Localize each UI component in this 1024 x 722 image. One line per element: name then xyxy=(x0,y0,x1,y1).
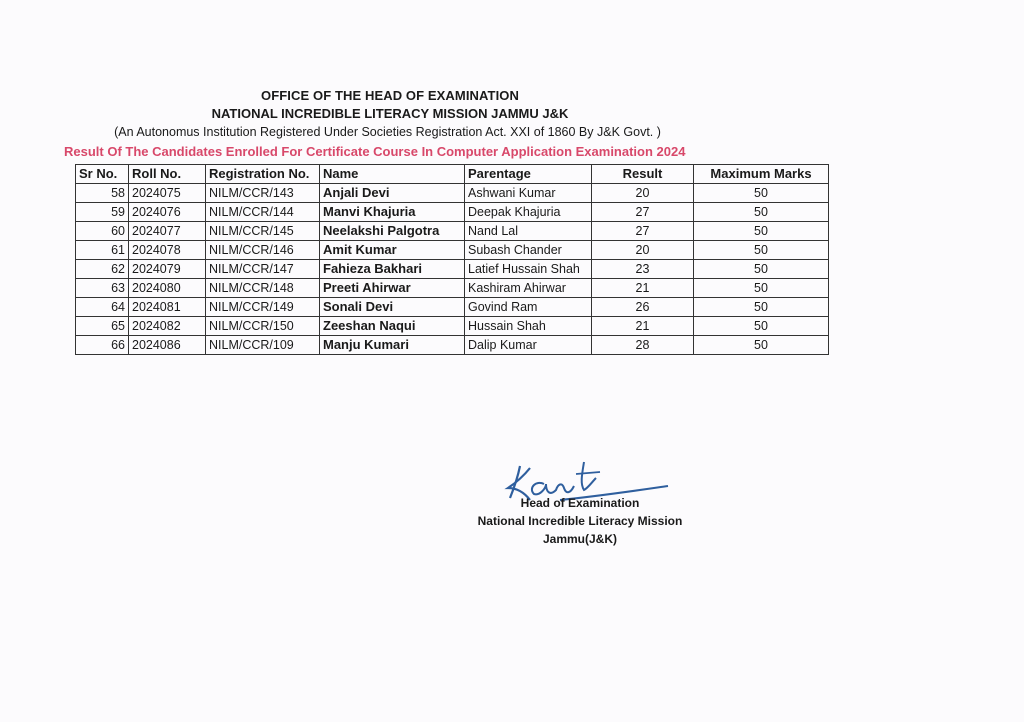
col-maximum-marks: Maximum Marks xyxy=(694,165,829,184)
cell-parentage: Ashwani Kumar xyxy=(465,184,592,203)
cell-name: Sonali Devi xyxy=(320,298,465,317)
cell-roll-no: 2024075 xyxy=(129,184,206,203)
table-row xyxy=(76,317,829,336)
col-name: Name xyxy=(320,165,465,184)
cell-maximum-marks: 50 xyxy=(694,203,829,222)
cell-roll-no: 2024079 xyxy=(129,260,206,279)
cell-parentage: Nand Lal xyxy=(465,222,592,241)
cell-parentage: Deepak Khajuria xyxy=(465,203,592,222)
cell-sr-no: 62 xyxy=(76,260,129,279)
cell-parentage: Latief Hussain Shah xyxy=(465,260,592,279)
cell-result: 21 xyxy=(592,317,694,336)
cell-registration-no: NILM/CCR/143 xyxy=(206,184,320,203)
cell-sr-no: 65 xyxy=(76,317,129,336)
cell-registration-no: NILM/CCR/109 xyxy=(206,336,320,355)
table-row xyxy=(76,298,829,317)
cell-roll-no: 2024086 xyxy=(129,336,206,355)
registration-note: (An Autonomus Institution Registered Under Societies Registration Act. XXI of 1860 By J&K Govt. ) xyxy=(114,125,661,139)
cell-registration-no: NILM/CCR/149 xyxy=(206,298,320,317)
results-table xyxy=(75,164,829,355)
cell-registration-no: NILM/CCR/146 xyxy=(206,241,320,260)
cell-roll-no: 2024081 xyxy=(129,298,206,317)
col-registration-no: Registration No. xyxy=(206,165,320,184)
cell-result: 23 xyxy=(592,260,694,279)
signatory-title: Head of Examination xyxy=(520,496,640,510)
cell-roll-no: 2024076 xyxy=(129,203,206,222)
signatory-location: Jammu(J&K) xyxy=(542,532,617,546)
cell-sr-no: 59 xyxy=(76,203,129,222)
cell-result: 27 xyxy=(592,203,694,222)
cell-parentage: Subash Chander xyxy=(465,241,592,260)
cell-maximum-marks: 50 xyxy=(694,184,829,203)
cell-roll-no: 2024078 xyxy=(129,241,206,260)
cell-name: Manju Kumari xyxy=(320,336,465,355)
cell-sr-no: 58 xyxy=(76,184,129,203)
cell-maximum-marks: 50 xyxy=(694,279,829,298)
table-row xyxy=(76,260,829,279)
table-header-row xyxy=(76,165,829,184)
cell-name: Amit Kumar xyxy=(320,241,465,260)
cell-result: 26 xyxy=(592,298,694,317)
cell-name: Preeti Ahirwar xyxy=(320,279,465,298)
col-result: Result xyxy=(592,165,694,184)
cell-parentage: Govind Ram xyxy=(465,298,592,317)
table-row xyxy=(76,184,829,203)
cell-maximum-marks: 50 xyxy=(694,241,829,260)
cell-parentage: Dalip Kumar xyxy=(465,336,592,355)
cell-sr-no: 60 xyxy=(76,222,129,241)
col-roll-no: Roll No. xyxy=(129,165,206,184)
cell-result: 20 xyxy=(592,241,694,260)
cell-result: 21 xyxy=(592,279,694,298)
cell-result: 27 xyxy=(592,222,694,241)
cell-roll-no: 2024077 xyxy=(129,222,206,241)
cell-maximum-marks: 50 xyxy=(694,222,829,241)
table-row xyxy=(76,222,829,241)
cell-roll-no: 2024080 xyxy=(129,279,206,298)
cell-name: Fahieza Bakhari xyxy=(320,260,465,279)
cell-sr-no: 64 xyxy=(76,298,129,317)
table-row xyxy=(76,336,829,355)
col-parentage: Parentage xyxy=(465,165,592,184)
cell-sr-no: 66 xyxy=(76,336,129,355)
cell-name: Anjali Devi xyxy=(320,184,465,203)
cell-sr-no: 61 xyxy=(76,241,129,260)
table-row xyxy=(76,279,829,298)
cell-name: Zeeshan Naqui xyxy=(320,317,465,336)
table-row xyxy=(76,203,829,222)
result-title: Result Of The Candidates Enrolled For Certificate Course In Computer Application Examination 2024 xyxy=(64,144,686,159)
cell-name: Neelakshi Palgotra xyxy=(320,222,465,241)
cell-name: Manvi Khajuria xyxy=(320,203,465,222)
cell-registration-no: NILM/CCR/147 xyxy=(206,260,320,279)
mission-heading: NATIONAL INCREDIBLE LITERACY MISSION JAMMU J&K xyxy=(211,106,569,121)
cell-result: 28 xyxy=(592,336,694,355)
cell-parentage: Kashiram Ahirwar xyxy=(465,279,592,298)
cell-roll-no: 2024082 xyxy=(129,317,206,336)
cell-registration-no: NILM/CCR/150 xyxy=(206,317,320,336)
cell-result: 20 xyxy=(592,184,694,203)
cell-registration-no: NILM/CCR/148 xyxy=(206,279,320,298)
signatory-organization: National Incredible Literacy Mission xyxy=(477,514,683,528)
cell-registration-no: NILM/CCR/145 xyxy=(206,222,320,241)
cell-parentage: Hussain Shah xyxy=(465,317,592,336)
table-row xyxy=(76,241,829,260)
office-heading: OFFICE OF THE HEAD OF EXAMINATION xyxy=(261,88,519,103)
col-sr-no: Sr No. xyxy=(76,165,129,184)
cell-maximum-marks: 50 xyxy=(694,260,829,279)
cell-maximum-marks: 50 xyxy=(694,298,829,317)
cell-maximum-marks: 50 xyxy=(694,317,829,336)
cell-maximum-marks: 50 xyxy=(694,336,829,355)
cell-registration-no: NILM/CCR/144 xyxy=(206,203,320,222)
cell-sr-no: 63 xyxy=(76,279,129,298)
